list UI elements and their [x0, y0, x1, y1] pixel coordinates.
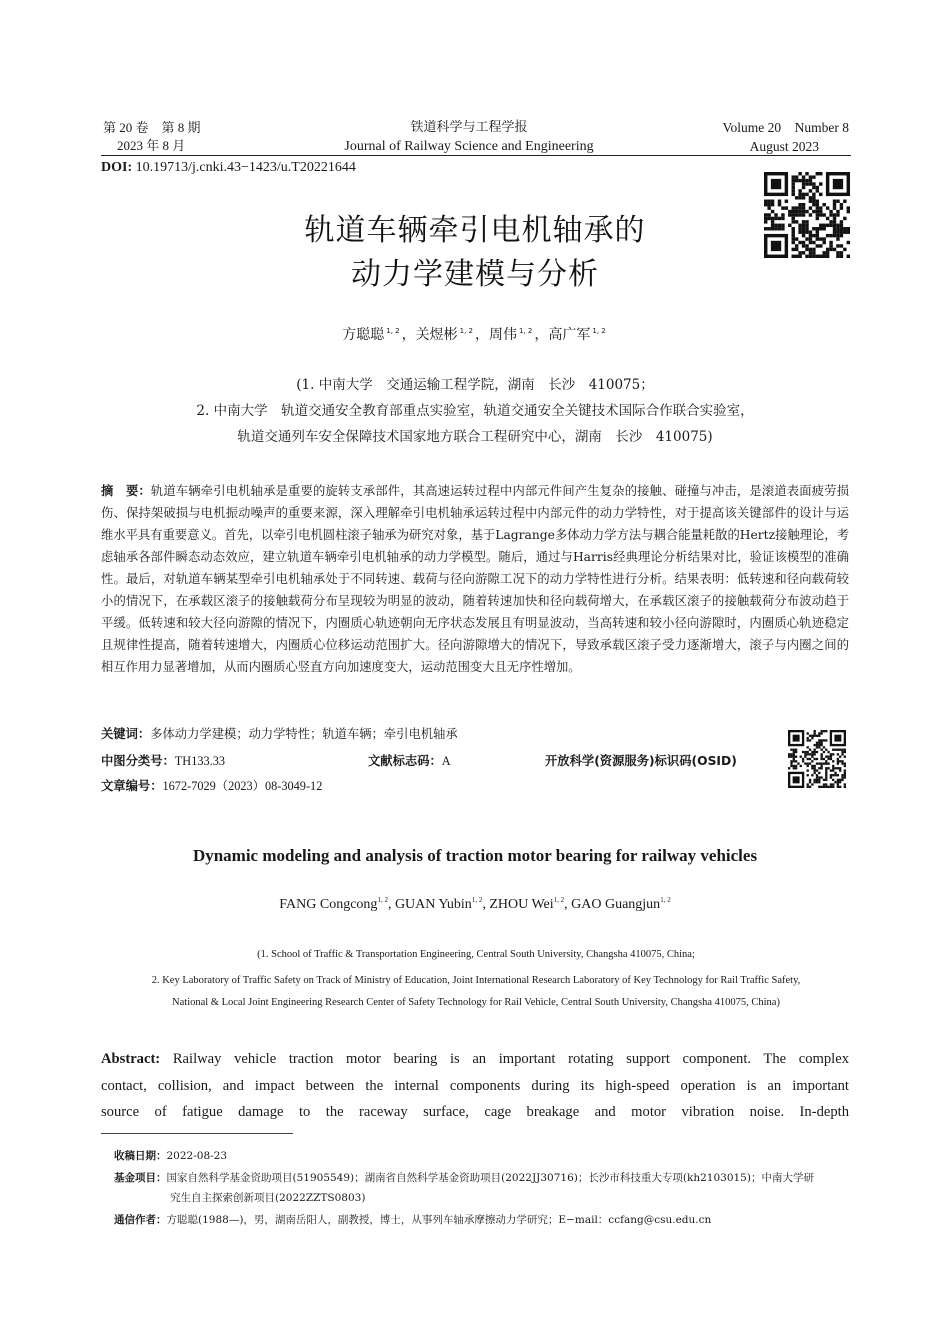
- footnote-rule: [101, 1133, 293, 1134]
- funding-label: 基金项目：: [114, 1172, 167, 1184]
- received-value: 2022-08-23: [166, 1150, 228, 1162]
- author-cn-2: 关煜彬: [415, 327, 458, 343]
- keywords-text: 多体动力学建模；动力学特性；轨道车辆；牵引电机轴承: [150, 727, 458, 741]
- author-sep: ，: [401, 327, 416, 343]
- author-cn-1: 方聪聪: [342, 327, 385, 343]
- authors-cn: [0, 324, 950, 344]
- abstract-en-text-1: Railway vehicle traction motor bearing is an important rotating support component. The complex: [172, 1051, 849, 1067]
- author-sup: 1, 2: [471, 896, 483, 904]
- abstract-cn: [101, 480, 849, 678]
- title-cn-line1: 轨道车辆牵引电机轴承的: [304, 213, 646, 248]
- journal-name-cn: 铁道科学与工程学报: [410, 120, 528, 135]
- funding-line1: 国家自然科学基金资助项目(51905549)；湖南省自然科学基金资助项目(2022JJ30716)；长沙市科技重大专项(kh2103015)；中南大学研: [166, 1172, 814, 1184]
- corresponding-label: 通信作者：: [114, 1214, 167, 1226]
- article-value: 1672-7029（2023）08-3049-12: [162, 779, 323, 793]
- affiliation-cn-3: 轨道交通列车安全保障技术国家地方联合工程研究中心，湖南 长沙 410075): [237, 429, 713, 445]
- doi-line: [101, 160, 356, 176]
- funding: [114, 1168, 849, 1188]
- clc-value: TH133.33: [174, 754, 226, 768]
- affiliation-en-1: (1. School of Traffic & Transportation Engineering, Central South University, Changsha 410075, China;: [257, 949, 695, 960]
- author-en-3: ZHOU Wei: [489, 897, 554, 912]
- date-cn: 2023 年 8 月: [117, 138, 186, 153]
- volume-number-en: Volume 20 Number 8: [722, 120, 849, 135]
- osid-qr-code-icon: [788, 730, 846, 788]
- author-sup: 1, 2: [592, 327, 606, 335]
- journal-name-en: Journal of Railway Science and Engineering: [344, 139, 594, 154]
- affiliation-cn-2: 2. 中南大学 轨道交通安全教育部重点实验室，轨道交通安全关键技术国际合作联合实验室，: [196, 403, 754, 419]
- affiliation-en-3: National & Local Joint Engineering Research Center of Safety Technology for Rail Vehicle, Central South University, Changsha 410075, China): [172, 997, 780, 1008]
- received-label: 收稿日期：: [114, 1150, 167, 1162]
- author-sep: ,: [482, 897, 490, 912]
- abstract-cn-label: 摘 要：: [101, 484, 151, 498]
- funding-line2: 究生自主探索创新项目(2022ZZTS0803): [170, 1192, 366, 1204]
- clc-label: 中图分类号：: [101, 754, 175, 768]
- author-sup: 1, 2: [459, 327, 473, 335]
- received-date: [114, 1146, 849, 1166]
- doc-code-label: 文献标志码：: [368, 754, 442, 768]
- clc-number: [101, 750, 225, 772]
- date-en: August 2023: [749, 139, 819, 154]
- author-sep: ,: [387, 897, 395, 912]
- article-number: [101, 775, 322, 797]
- corresponding-author: [114, 1210, 849, 1230]
- author-en-2: GUAN Yubin: [394, 897, 472, 912]
- author-sep: ，: [534, 327, 549, 343]
- author-cn-4: 高广军: [548, 327, 591, 343]
- authors-en: [0, 896, 950, 913]
- doi-value: 10.19713/j.cnki.43−1423/u.T20221644: [135, 160, 356, 175]
- affiliation-en-2: 2. Key Laboratory of Traffic Safety on Track of Ministry of Education, Joint International Research Laboratory of Key Technology for Rail Traffic Safety,: [151, 975, 801, 986]
- author-sup: 1, 2: [377, 896, 388, 904]
- doi-label: DOI:: [101, 160, 133, 175]
- title-cn-line2: 动力学建模与分析: [351, 257, 599, 292]
- abstract-en-line1: [101, 1046, 849, 1073]
- doc-code-value: A: [441, 754, 451, 768]
- author-en-1: FANG Congcong: [279, 897, 378, 912]
- article-label: 文章编号：: [101, 779, 163, 793]
- author-sup: 1, 2: [386, 327, 400, 335]
- author-en-4: GAO Guangjun: [571, 897, 661, 912]
- author-sep: ，: [475, 327, 489, 343]
- abstract-en-line2: contact, collision, and impact between the internal components during its high-speed operation is an important: [101, 1077, 849, 1094]
- author-cn-3: 周伟: [489, 327, 517, 343]
- corresponding-value: 方聪聪(1988—)，男，湖南岳阳人，副教授，博士，从事列车轴承摩擦动力学研究；E−mail：ccfang@csu.edu.cn: [166, 1214, 712, 1226]
- title-en: Dynamic modeling and analysis of traction motor bearing for railway vehicles: [192, 846, 758, 865]
- doc-code: [368, 750, 451, 772]
- abstract-cn-text: 轨道车辆牵引电机轴承是重要的旋转支承部件，其高速运转过程中内部元件间产生复杂的接触、碰撞与冲击，是滚道表面疲劳损伤、保持架破损与电机振动噪声的重要来源，深入理解牵引电机轴承运转过程中内部元件的动力学特性，对于提高该关键部件的设计与运维水平具有重要意义。首先，以牵引电机圆柱滚子轴承为研究对象，基于Lagrange多体动力学方法与耦合能量耗散的Hertz接触理论，考虑轴承各部件瞬态动态效应，建立轨道车辆牵引电机轴承的动力学模型。随后，通过与Harris经典理论分析结果对比，验证该模型的准确性。最后，对轨道车辆某型牵引电机轴承处于不同转速、载荷与径向游隙工况下的动力学特性进行分析。结果表明：低转速和径向载荷较小的情况下，在承载区滚子的接触载荷分布呈现较为明显的波动，随着转速加快和径向载荷增大，在承载区滚子的接触载荷分布波动趋于平缓。低转速和较大径向游隙的情况下，内圈质心轨迹朝向无序状态发展且有明显波动，当高转速和较小径向游隙时，内圈质心轨迹稳定且规律性提高，随着转速增大，内圈质心位移运动范围扩大。径向游隙增大的情况下，导致承载区滚子受力逐渐增大，滚子与内圈之间的相互作用力显著增加，从而内圈质心竖直方向加速度变大，运动范围变大且无序性增加。: [101, 484, 849, 674]
- keywords-cn: [101, 723, 458, 745]
- author-sup: 1, 2: [553, 896, 565, 904]
- abstract-en-label: Abstract:: [101, 1051, 161, 1067]
- osid-label: 开放科学(资源服务)标识码(OSID): [545, 754, 737, 768]
- keywords-label: 关键词：: [101, 727, 151, 741]
- volume-issue-cn: 第 20 卷 第 8 期: [103, 120, 201, 135]
- author-sup: 1, 2: [519, 327, 533, 335]
- author-sep: ,: [564, 897, 572, 912]
- affiliation-cn-1: (1. 中南大学 交通运输工程学院，湖南 长沙 410075；: [296, 377, 654, 393]
- abstract-en-line3: source of fatigue damage to the raceway surface, cage breakage and motor vibration noise. In-depth: [101, 1104, 849, 1120]
- header-rule: [101, 155, 851, 156]
- author-sup: 1, 2: [660, 896, 671, 904]
